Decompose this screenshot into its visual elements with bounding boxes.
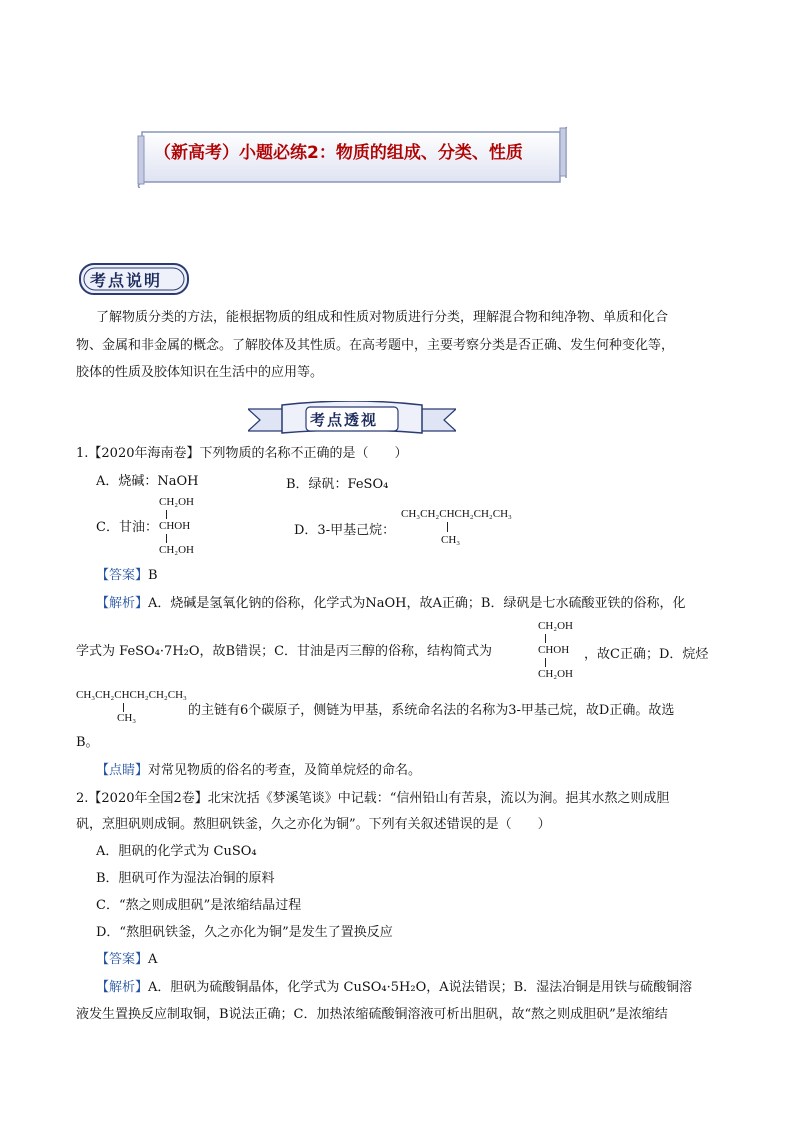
q2-answer: A xyxy=(148,952,158,967)
q1-analysis-line-2a: 学式为 FeSO₄·7H₂O，故B错误；C．甘油是丙三醇的俗称，结构简式为 xyxy=(76,644,493,659)
section1-paragraph-line-1: 了解物质分类的方法，能根据物质的组成和性质对物质进行分类，理解混合物和纯净物、单质和化合 xyxy=(96,310,669,325)
hexane-bond xyxy=(447,522,448,532)
answer-tag: 【答案】 xyxy=(96,568,149,583)
glycerol-inline-mid: CHOH xyxy=(538,644,570,656)
q1-option-d-label: D．3-甲基己烷： xyxy=(294,523,396,538)
q1-note: 对常见物质的俗名的考查，及简单烷烃的命名。 xyxy=(148,763,422,778)
q1-analysis-line-3: 的主链有6个碳原子，侧链为甲基，系统命名法的名称为3-甲基己烷，故D正确。故选 xyxy=(188,703,675,718)
section-badge-insight: 考点透视 xyxy=(310,411,379,429)
q2-analysis-text-1: A．胆矾为硫酸铜晶体，化学式为 CuSO₄·5H₂O，A说法错误；B．湿法冶铜是用铁与硫酸铜溶 xyxy=(148,980,693,995)
q1-analysis-line-4: B。 xyxy=(76,735,99,750)
page-title: （新高考）小题必练2：物质的组成、分类、性质 xyxy=(154,143,523,163)
q2-option-a: A．胆矾的化学式为 CuSO₄ xyxy=(96,844,257,859)
q1-analysis-line-1 xyxy=(96,595,685,613)
glycerol-top: CH₂OH xyxy=(159,496,195,508)
glycerol-bot: CH₂OH xyxy=(159,544,195,556)
q1-answer: B xyxy=(148,568,158,583)
q2-stem-line-1: 2.【2020年全国2卷】北宋沈括《梦溪笔谈》中记载：“信州铅山有苦泉，流以为涧。挹其水熬之则成胆 xyxy=(76,791,670,806)
q1-option-b: B．绿矾：FeSO₄ xyxy=(286,477,389,492)
section1-paragraph-line-3: 胶体的性质及胶体知识在生活中的应用等。 xyxy=(76,365,324,380)
q1-analysis-line-2b: ，故C正确；D．烷烃 xyxy=(584,647,709,662)
glycerol-inline-bond-1 xyxy=(545,634,546,643)
q2-answer-line xyxy=(96,951,157,969)
glycerol-bond-2 xyxy=(166,534,167,543)
hexane-inline-branch: CH₃ xyxy=(117,712,137,724)
glycerol-inline-bond-2 xyxy=(545,658,546,667)
q1-answer-line xyxy=(96,567,158,585)
q1-analysis-text-1: A．烧碱是氢氧化钠的俗称，化学式为NaOH，故A正确；B．绿矾是七水硫酸亚铁的俗称，化 xyxy=(148,596,686,611)
hexane-inline-chain: CH₃CH₂CHCH₂CH₂CH₃ xyxy=(76,689,187,701)
analysis-tag: 【解析】 xyxy=(96,980,149,995)
q1-note-line xyxy=(96,762,421,780)
analysis-tag: 【解析】 xyxy=(96,596,149,611)
hexane-branch: CH₃ xyxy=(441,534,461,546)
q2-stem-line-2: 矾，烹胆矾则成铜。熬胆矾铁釜，久之亦化为铜”。下列有关叙述错误的是（ ） xyxy=(76,817,551,832)
q1-option-a: A．烧碱：NaOH xyxy=(96,474,199,489)
hexane-inline-bond xyxy=(123,703,124,712)
q2-analysis-line-1 xyxy=(96,979,692,997)
glycerol-bond-1 xyxy=(166,510,167,519)
hexane-chain: CH₃CH₂CHCH₂CH₂CH₃ xyxy=(401,508,512,520)
answer-tag: 【答案】 xyxy=(96,952,149,967)
glycerol-inline-bot: CH₂OH xyxy=(538,668,574,680)
q2-analysis-line-2: 液发生置换反应制取铜，B说法正确；C．加热浓缩硫酸铜溶液可析出胆矾，故“熬之则成胆矾”是浓缩结 xyxy=(76,1007,668,1022)
q2-option-c: C．“熬之则成胆矾”是浓缩结晶过程 xyxy=(96,898,302,913)
note-tag: 【点睛】 xyxy=(96,763,149,778)
q1-stem: 1.【2020年海南卷】下列物质的名称不正确的是（ ） xyxy=(76,446,408,461)
q2-option-d: D．“熬胆矾铁釜，久之亦化为铜”是发生了置换反应 xyxy=(96,925,393,940)
q2-option-b: B．胆矾可作为湿法冶铜的原料 xyxy=(96,871,275,886)
q1-option-c-label: C．甘油： xyxy=(96,520,158,535)
glycerol-inline-top: CH₂OH xyxy=(538,620,574,632)
section1-paragraph-line-2: 物、金属和非金属的概念。了解胶体及其性质。在高考题中，主要考察分类是否正确、发生何种变化等， xyxy=(76,338,675,353)
section-badge-explain: 考点说明 xyxy=(90,271,163,290)
glycerol-mid: CHOH xyxy=(159,520,191,532)
